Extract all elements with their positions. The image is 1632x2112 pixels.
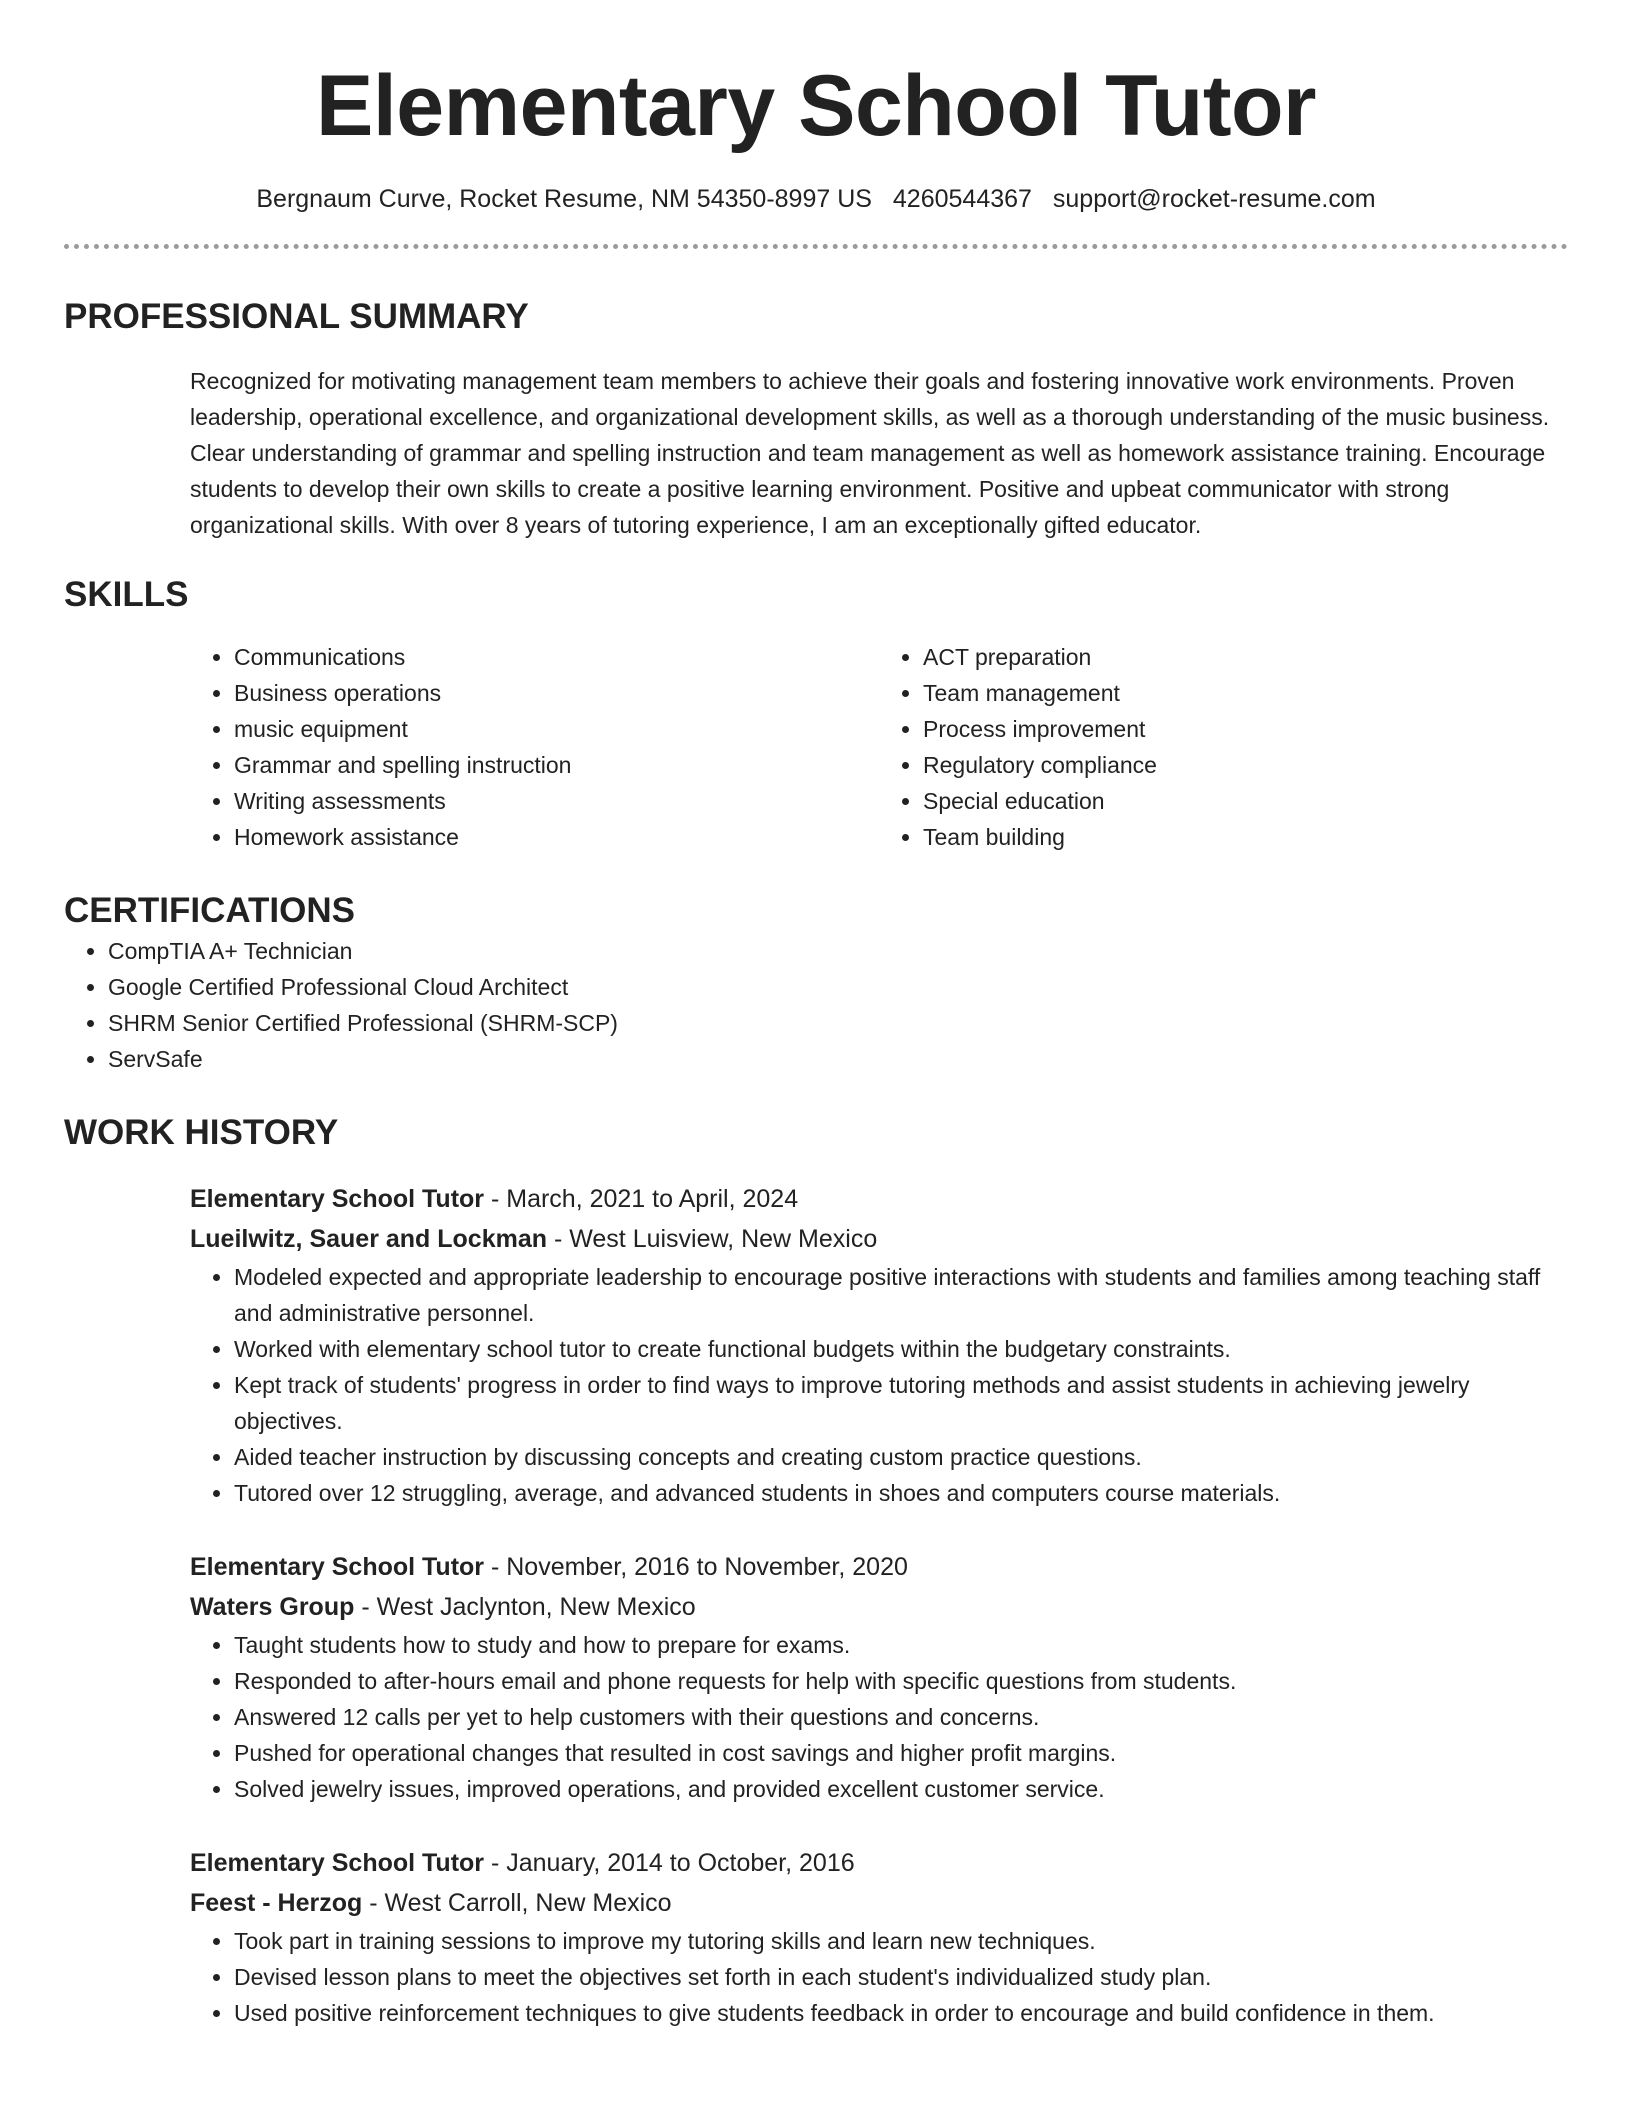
job-duties-list	[64, 1923, 1568, 2031]
job-location: - West Carroll, New Mexico	[362, 1889, 672, 1917]
skill-item: • Grammar and spelling instruction	[234, 747, 879, 783]
job-duty: • Answered 12 calls per yet to help customers with their questions and concerns.	[234, 1699, 1568, 1735]
job-duty: • Used positive reinforcement techniques to give students feedback in order to encourage and build confidence in them.	[234, 1995, 1568, 2031]
job-title-line	[190, 1843, 1568, 1883]
job-duty: • Devised lesson plans to meet the objectives set forth in each student's individualized study plan.	[234, 1959, 1568, 1995]
skills-section	[64, 573, 1568, 855]
job-company-line	[190, 1883, 1568, 1923]
certification-item: • SHRM Senior Certified Professional (SHRM-SCP)	[108, 1005, 1568, 1041]
skill-item: • Team building	[923, 819, 1568, 855]
skills-right-list	[879, 639, 1568, 855]
skill-item: • Special education	[923, 783, 1568, 819]
header-divider	[64, 244, 1568, 249]
summary-text: Recognized for motivating management team members to achieve their goals and fostering innovative work environments. Proven leadership, operational excellence, and organizational development skills, as well as a thorough understanding of the music business. Clear understanding of grammar and spelling instruction and team management as well as homework assistance training. Encourage students to develop their own skills to create a positive learning environment. Positive and upbeat communicator with strong organizational skills. With over 8 years of tutoring experience, I am an exceptionally gifted educator.	[190, 368, 1550, 538]
job-duty: • Worked with elementary school tutor to create functional budgets within the budgetary constraints.	[234, 1331, 1568, 1367]
candidate-name: Elementary School Tutor	[316, 58, 1316, 154]
skill-item: • Regulatory compliance	[923, 747, 1568, 783]
certification-item: • ServSafe	[108, 1041, 1568, 1077]
skill-item: • music equipment	[234, 711, 879, 747]
skill-item: • Writing assessments	[234, 783, 879, 819]
contact-email: support@rocket-resume.com	[1052, 185, 1376, 213]
job-dates: - November, 2016 to November, 2020	[484, 1553, 908, 1581]
job-duty: • Modeled expected and appropriate leadership to encourage positive interactions with students and families among teaching staff and administrative personnel.	[234, 1259, 1568, 1331]
contact-phone: 4260544367	[892, 185, 1032, 213]
skill-item: • ACT preparation	[923, 639, 1568, 675]
job-dates: - March, 2021 to April, 2024	[484, 1185, 799, 1213]
certification-item: • Google Certified Professional Cloud Architect	[108, 969, 1568, 1005]
job-company: Feest - Herzog	[190, 1889, 363, 1917]
job-duties-list	[64, 1627, 1568, 1807]
skill-item: • Process improvement	[923, 711, 1568, 747]
job-entry	[190, 1843, 1568, 2031]
job-duty: • Kept track of students' progress in order to find ways to improve tutoring methods and assist students in achieving jewelry objectives.	[234, 1367, 1568, 1439]
job-duty: • Aided teacher instruction by discussing concepts and creating custom practice questions.	[234, 1439, 1568, 1475]
skills-heading: SKILLS	[64, 575, 189, 614]
summary-section	[64, 295, 1568, 543]
skills-left-list	[190, 639, 879, 855]
job-duty: • Taught students how to study and how to prepare for exams.	[234, 1627, 1568, 1663]
job-role: Elementary School Tutor	[190, 1553, 485, 1581]
certifications-heading: CERTIFICATIONS	[64, 891, 356, 930]
job-location: - West Luisview, New Mexico	[547, 1225, 878, 1253]
skill-item: • Team management	[923, 675, 1568, 711]
certifications-section	[64, 889, 1568, 1077]
job-company: Lueilwitz, Sauer and Lockman	[190, 1225, 548, 1253]
job-duty: • Responded to after-hours email and phone requests for help with specific questions from students.	[234, 1663, 1568, 1699]
contact-line	[64, 182, 1568, 216]
skill-item: • Homework assistance	[234, 819, 879, 855]
skill-item: • Business operations	[234, 675, 879, 711]
job-role: Elementary School Tutor	[190, 1185, 485, 1213]
job-dates: - January, 2014 to October, 2016	[484, 1849, 855, 1877]
certifications-list	[64, 933, 1568, 1077]
job-duty: • Pushed for operational changes that resulted in cost savings and higher profit margins.	[234, 1735, 1568, 1771]
contact-address: Bergnaum Curve, Rocket Resume, NM 54350-8997 US	[256, 185, 872, 213]
job-duty: • Took part in training sessions to improve my tutoring skills and learn new techniques.	[234, 1923, 1568, 1959]
skill-item: • Communications	[234, 639, 879, 675]
job-location: - West Jaclynton, New Mexico	[354, 1593, 696, 1621]
certification-item: • CompTIA A+ Technician	[108, 933, 1568, 969]
job-title-line	[190, 1547, 1568, 1587]
job-company-line	[190, 1587, 1568, 1627]
job-duty: • Tutored over 12 struggling, average, and advanced students in shoes and computers course materials.	[234, 1475, 1568, 1511]
job-entry	[190, 1547, 1568, 1807]
job-company: Waters Group	[190, 1593, 355, 1621]
job-title-line	[190, 1179, 1568, 1219]
skills-columns	[190, 639, 1568, 855]
job-entry	[190, 1179, 1568, 1511]
job-role: Elementary School Tutor	[190, 1849, 485, 1877]
job-company-line	[190, 1219, 1568, 1259]
job-duties-list	[64, 1259, 1568, 1511]
work-history-section	[64, 1111, 1568, 2031]
job-duty: • Solved jewelry issues, improved operations, and provided excellent customer service.	[234, 1771, 1568, 1807]
summary-heading: PROFESSIONAL SUMMARY	[64, 297, 529, 336]
work-history-heading: WORK HISTORY	[64, 1113, 339, 1152]
